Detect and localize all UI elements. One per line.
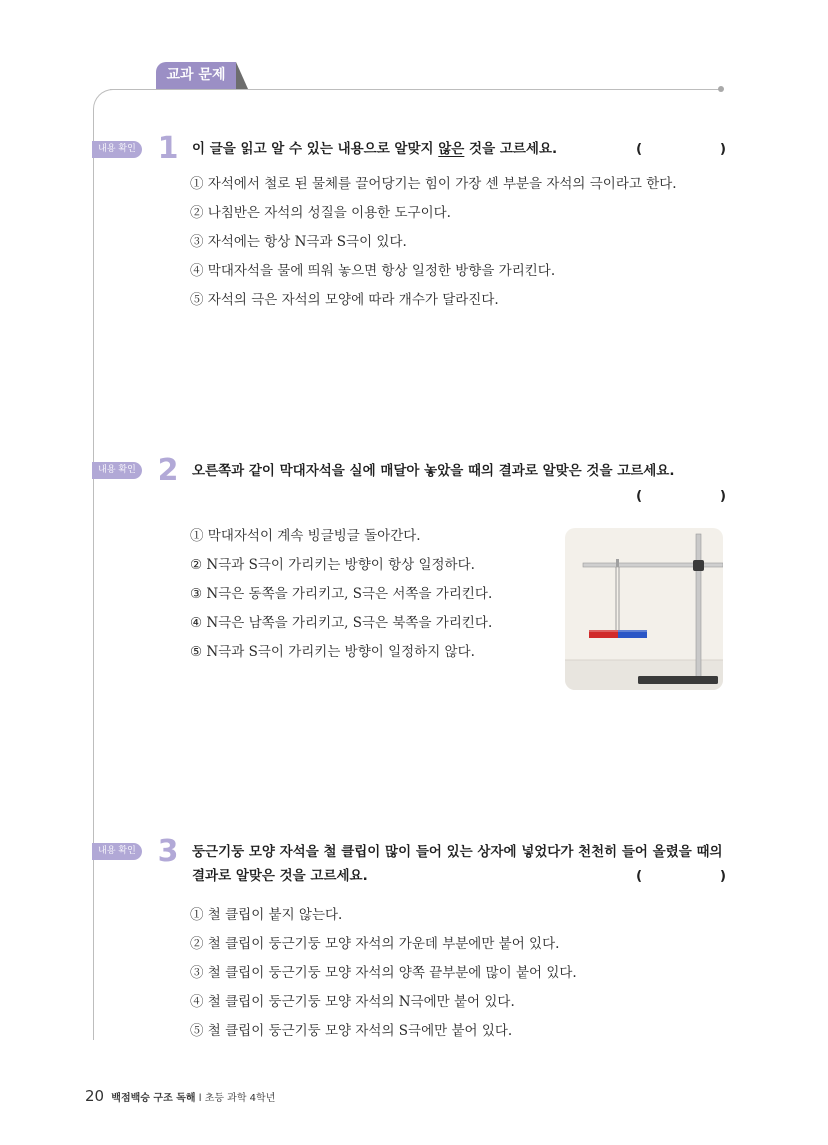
stand-rod bbox=[696, 534, 701, 682]
q3-question-line2: 결과로 알맞은 것을 고르세요. bbox=[192, 868, 368, 884]
q3-question-line1: 둥근기둥 모양 자석을 철 클립이 많이 들어 있는 상자에 넣었다가 천천히 들어 올렸을 때의 bbox=[192, 844, 723, 860]
stand-base bbox=[638, 676, 718, 684]
hanger-hook bbox=[616, 559, 619, 567]
q3-answer-blank[interactable] bbox=[636, 864, 726, 888]
grade-label: 초등 과학 4학년 bbox=[204, 1093, 276, 1104]
stand-clamp bbox=[693, 560, 704, 571]
q3-number: 3 bbox=[157, 834, 179, 869]
q1-option-5[interactable]: ⑤ 자석의 극은 자석의 모양에 따라 개수가 달라진다. bbox=[190, 292, 499, 308]
q2-options bbox=[190, 522, 492, 667]
q3-options bbox=[190, 901, 577, 1046]
page-number: 20 bbox=[85, 1087, 105, 1105]
q1-answer-open: ( bbox=[636, 141, 643, 157]
q2-number: 2 bbox=[157, 453, 179, 488]
q2-option-5[interactable]: ⑤ N극과 S극이 가리키는 방향이 일정하지 않다. bbox=[190, 644, 475, 660]
magnet-stand-figure bbox=[565, 528, 723, 690]
q1-option-2[interactable]: ② 나침반은 자석의 성질을 이용한 도구이다. bbox=[190, 205, 451, 221]
q2-badge: 내용 확인 bbox=[92, 462, 142, 479]
q3-option-4[interactable]: ④ 철 클립이 둥근기둥 모양 자석의 N극에만 붙어 있다. bbox=[190, 994, 515, 1010]
frame-end-dot bbox=[718, 86, 724, 92]
q1-answer-blank[interactable] bbox=[636, 137, 726, 161]
q2-option-1[interactable]: ① 막대자석이 계속 빙글빙글 돌아간다. bbox=[190, 528, 421, 544]
q2-question: 오른쪽과 같이 막대자석을 실에 매달아 놓았을 때의 결과로 알맞은 것을 고르세요. bbox=[192, 463, 675, 479]
q3-badge: 내용 확인 bbox=[92, 843, 142, 860]
q1-option-1[interactable]: ① 자석에서 철로 된 물체를 끌어당기는 힘이 가장 센 부분을 자석의 극이라고 한다. bbox=[190, 176, 677, 192]
q3-option-3[interactable]: ③ 철 클립이 둥근기둥 모양 자석의 양쪽 끝부분에 많이 붙어 있다. bbox=[190, 965, 577, 981]
q1-number: 1 bbox=[157, 131, 179, 166]
frame-top-line bbox=[110, 89, 720, 90]
q3-option-5[interactable]: ⑤ 철 클립이 둥근기둥 모양 자석의 S극에만 붙어 있다. bbox=[190, 1023, 513, 1039]
q2-option-2[interactable]: ② N극과 S극이 가리키는 방향이 항상 일정하다. bbox=[190, 557, 475, 573]
q1-text-after: 것을 고르세요. bbox=[464, 141, 558, 157]
q2-answer-close: ) bbox=[719, 488, 726, 504]
q1-text-underlined: 않은 bbox=[438, 141, 465, 157]
q1-option-3[interactable]: ③ 자석에는 항상 N극과 S극이 있다. bbox=[190, 234, 407, 250]
magnet-highlight bbox=[589, 630, 647, 632]
section-tab: 교과 문제 bbox=[156, 62, 236, 89]
book-title: 백점백승 구조 독해 bbox=[111, 1093, 196, 1104]
q3-option-2[interactable]: ② 철 클립이 둥근기둥 모양 자석의 가운데 부분에만 붙어 있다. bbox=[190, 936, 560, 952]
q1-badge: 내용 확인 bbox=[92, 141, 142, 158]
frame-corner bbox=[93, 89, 118, 114]
q2-answer-open: ( bbox=[636, 488, 643, 504]
q3-answer-open: ( bbox=[636, 868, 643, 884]
q1-option-4[interactable]: ④ 막대자석을 물에 띄워 놓으면 항상 일정한 방향을 가리킨다. bbox=[190, 263, 556, 279]
footer-separator: l bbox=[198, 1093, 202, 1104]
section-tab-shadow bbox=[236, 62, 248, 89]
q3-answer-close: ) bbox=[719, 868, 726, 884]
q1-options bbox=[190, 170, 677, 315]
q1-answer-close: ) bbox=[719, 141, 726, 157]
page-footer bbox=[85, 1087, 275, 1105]
magnet-stand-illustration bbox=[565, 528, 723, 690]
q1-text-before: 이 글을 읽고 알 수 있는 내용으로 알맞지 bbox=[192, 141, 439, 157]
q2-answer-blank[interactable] bbox=[636, 484, 726, 508]
q2-option-4[interactable]: ④ N극은 남쪽을 가리키고, S극은 북쪽을 가리킨다. bbox=[190, 615, 493, 631]
q2-option-3[interactable]: ③ N극은 동쪽을 가리키고, S극은 서쪽을 가리킨다. bbox=[190, 586, 493, 602]
q3-option-1[interactable]: ① 철 클립이 붙지 않는다. bbox=[190, 907, 343, 923]
frame-left-line bbox=[93, 112, 94, 1040]
